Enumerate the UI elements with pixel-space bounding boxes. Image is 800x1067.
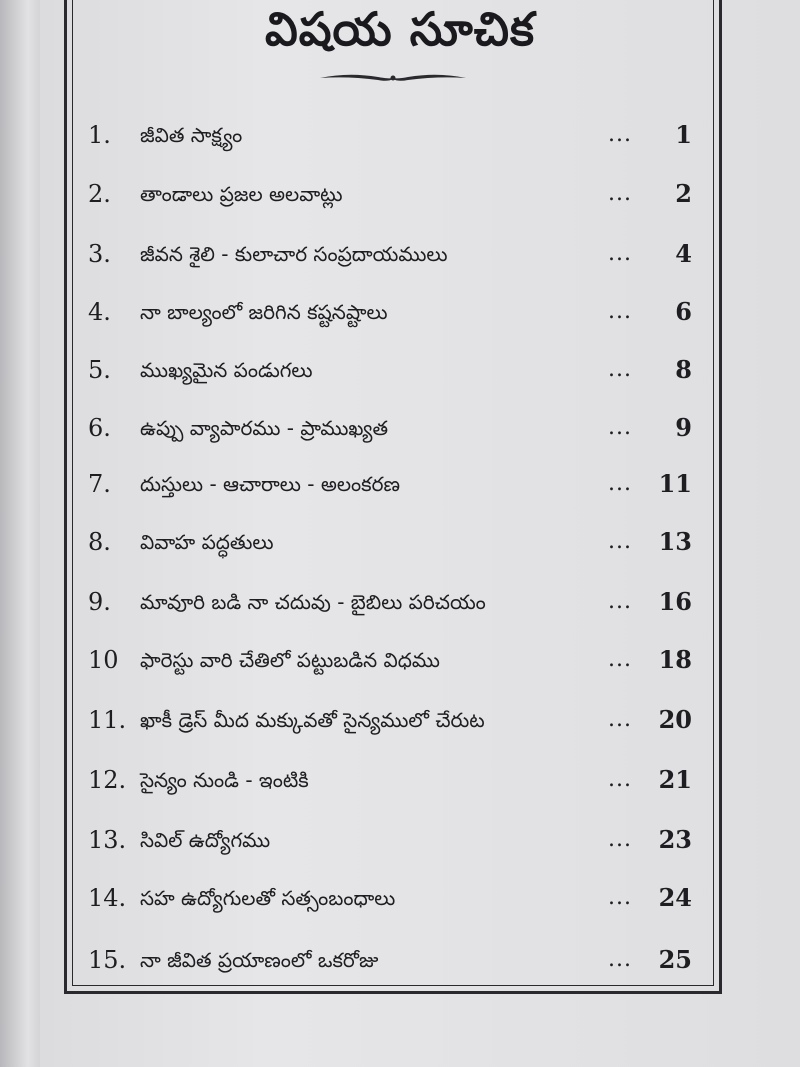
- entry-page-number: 6: [675, 297, 692, 326]
- entry-title: దుస్తులు - ఆచారాలు - అలంకరణ: [140, 472, 400, 496]
- dot-leader: ...: [608, 529, 632, 554]
- toc-entry: [0, 582, 800, 622]
- toc-entry: [0, 820, 800, 860]
- dot-leader: ...: [608, 415, 632, 440]
- toc-entry: [0, 940, 800, 980]
- page-title: విషయ సూచిక: [265, 2, 535, 56]
- entry-number: 6.: [88, 414, 111, 442]
- toc-entry: [0, 292, 800, 332]
- entry-page-number: 24: [658, 883, 692, 912]
- entry-title: జీవన శైలి - కులాచార సంప్రదాయములు: [140, 242, 448, 266]
- toc-entry: [0, 700, 800, 740]
- entry-page-number: 20: [658, 705, 692, 734]
- entry-page-number: 8: [675, 355, 692, 384]
- entry-page-number: 11: [658, 469, 692, 498]
- entry-page-number: 18: [658, 645, 692, 674]
- entry-page-number: 13: [658, 527, 692, 556]
- entry-title: తాండాలు ప్రజల అలవాట్లు: [140, 182, 343, 206]
- entry-title: నా బాల్యంలో జరిగిన కష్టనష్టాలు: [140, 300, 388, 324]
- toc-entry: [0, 234, 800, 274]
- entry-title: ఫారెస్టు వారి చేతిలో పట్టుబడిన విధము: [140, 648, 440, 672]
- entry-number: 3.: [88, 240, 111, 268]
- dot-leader: ...: [608, 707, 632, 732]
- dot-leader: ...: [608, 299, 632, 324]
- entry-title: సహ ఉద్యోగులతో సత్సంబంధాలు: [140, 886, 396, 910]
- toc-entry: [0, 115, 800, 155]
- entry-number: 13.: [88, 826, 127, 854]
- toc-entry: [0, 760, 800, 800]
- entry-page-number: 9: [675, 413, 692, 442]
- dot-leader: ...: [608, 357, 632, 382]
- toc-entry: [0, 174, 800, 214]
- entry-number: 9.: [88, 588, 111, 616]
- toc-entry: [0, 408, 800, 448]
- entry-number: 12.: [88, 766, 127, 794]
- dot-leader: ...: [608, 589, 632, 614]
- dot-leader: ...: [608, 241, 632, 266]
- toc-entry: [0, 640, 800, 680]
- entry-number: 11.: [88, 706, 127, 734]
- entry-page-number: 4: [675, 239, 692, 268]
- entry-number: 4.: [88, 298, 111, 326]
- dot-leader: ...: [608, 947, 632, 972]
- entry-title: ఉప్పు వ్యాపారము - ప్రాముఖ్యత: [140, 416, 389, 440]
- entry-number: 5.: [88, 356, 111, 384]
- dot-leader: ...: [608, 647, 632, 672]
- entry-title: సైన్యం నుండి - ఇంటికి: [140, 768, 309, 792]
- entry-title: వివాహ పద్ధతులు: [140, 530, 274, 554]
- toc-entry: [0, 878, 800, 918]
- dot-leader: ...: [608, 767, 632, 792]
- entry-page-number: 16: [658, 587, 692, 616]
- entry-number: 10: [88, 646, 119, 674]
- entry-page-number: 1: [675, 120, 692, 149]
- entry-number: 1.: [88, 121, 111, 149]
- entry-title: ఖాకీ డ్రెస్ మీద మక్కువతో సైన్యములో చేరుట: [140, 708, 485, 732]
- dot-leader: ...: [608, 885, 632, 910]
- entry-title: మావూరి బడి నా చదువు - బైబిలు పరిచయం: [140, 590, 486, 614]
- entry-number: 2.: [88, 180, 111, 208]
- toc-entry: [0, 350, 800, 390]
- toc-entry: [0, 464, 800, 504]
- entry-page-number: 21: [658, 765, 692, 794]
- entry-title: నా జీవిత ప్రయాణంలో ఒకరోజు: [140, 948, 379, 972]
- entry-number: 14.: [88, 884, 127, 912]
- entry-page-number: 2: [675, 179, 692, 208]
- entry-number: 7.: [88, 470, 111, 498]
- dot-leader: ...: [608, 471, 632, 496]
- dot-leader: ...: [608, 827, 632, 852]
- entry-title: జీవిత సాక్ష్యం: [140, 123, 243, 147]
- entry-page-number: 25: [658, 945, 692, 974]
- dot-leader: ...: [608, 181, 632, 206]
- toc-entry: [0, 522, 800, 562]
- entry-title: ముఖ్యమైన పండుగలు: [140, 358, 313, 382]
- entry-number: 15.: [88, 946, 127, 974]
- entry-title: సివిల్ ఉద్యోగము: [140, 828, 271, 852]
- entry-number: 8.: [88, 528, 111, 556]
- entry-page-number: 23: [658, 825, 692, 854]
- dot-leader: ...: [608, 122, 632, 147]
